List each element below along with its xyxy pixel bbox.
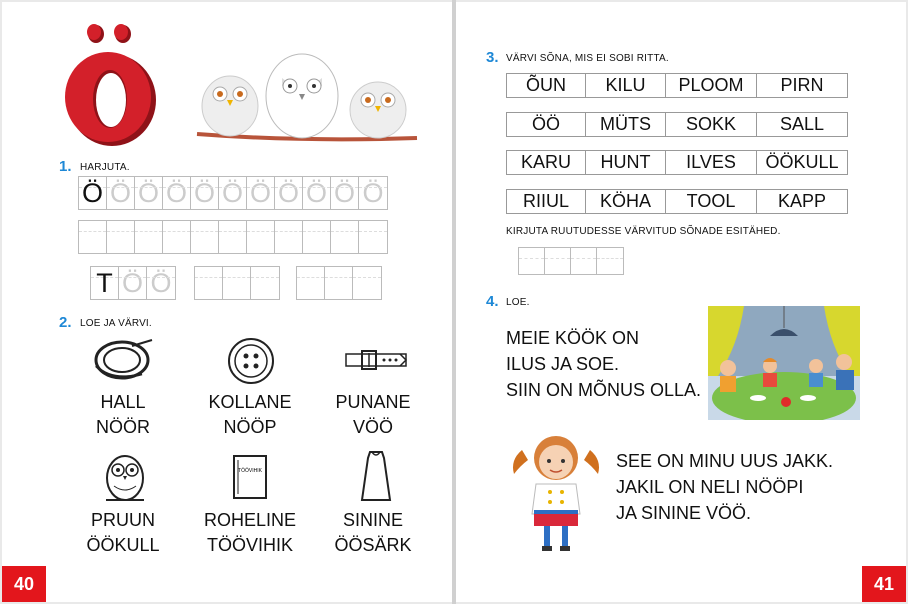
writing-cell[interactable] [275, 221, 303, 253]
word-cell[interactable] [251, 267, 279, 299]
writing-cell[interactable] [135, 221, 163, 253]
vocab-color: HALL [100, 392, 146, 412]
word-cell[interactable]: SALL [756, 112, 848, 137]
word-cell[interactable]: KARU [506, 150, 585, 175]
reading-text-kitchen [506, 325, 701, 403]
exercise-3-instruction-2: KIRJUTA RUUTUDESSE VÄRVITUD SÕNADE ESITÄHED. [506, 226, 781, 237]
word-cell[interactable]: PLOOM [665, 73, 756, 98]
page-number: 40 [2, 566, 46, 602]
word-row-2 [506, 112, 848, 137]
writing-cell[interactable] [359, 221, 387, 253]
writing-cell[interactable] [219, 221, 247, 253]
owl-icon [102, 450, 148, 504]
tracing-row-1[interactable] [78, 176, 388, 210]
word-tracing-1[interactable] [90, 266, 176, 300]
word-cell[interactable]: KÖHA [585, 189, 665, 214]
vocab-noun: ÖÖSÄRK [334, 535, 412, 555]
word-cell[interactable] [223, 267, 251, 299]
kitchen-family-illustration [708, 306, 860, 420]
vocab-noun: ÖÖKULL [86, 535, 160, 555]
reading-line: SIIN ON MÕNUS OLLA. [506, 380, 702, 400]
tracing-cell[interactable] [247, 177, 275, 209]
exercise-3-instruction: VÄRVI SÕNA, MIS EI SOBI RITTA. [506, 53, 669, 64]
trace-letter: Ö [277, 177, 299, 208]
belt-icon [344, 348, 408, 372]
tracing-cell[interactable] [359, 177, 387, 209]
exercise-2-instruction: LOE JA VÄRVI. [80, 318, 152, 329]
tracing-cell[interactable] [331, 177, 359, 209]
word-writing-2[interactable] [194, 266, 280, 300]
button-icon [226, 336, 276, 386]
workbook-icon [230, 452, 270, 502]
trace-letter: Ö [221, 177, 243, 208]
reading-line: MEIE KÖÖK ON [506, 328, 640, 348]
vocab-noun: VÖÖ [352, 417, 393, 437]
answer-boxes[interactable] [518, 247, 624, 275]
word-cell[interactable] [195, 267, 223, 299]
vocab-noun: TÖÖVIHIK [206, 535, 293, 555]
reading-line: JA SININE VÖÖ. [616, 503, 752, 523]
word-cell[interactable] [91, 267, 119, 299]
writing-cell[interactable] [247, 221, 275, 253]
word-cell[interactable]: MÜTS [585, 112, 665, 137]
vocab-item-3 [318, 390, 428, 440]
vocab-color: PRUUN [90, 510, 155, 530]
word-cell[interactable]: RIIUL [506, 189, 585, 214]
vocab-item-2 [195, 390, 305, 440]
word-cell[interactable]: KILU [585, 73, 665, 98]
vocab-item-5 [195, 508, 305, 558]
word-cell[interactable]: SOKK [665, 112, 756, 137]
tracing-cell[interactable] [219, 177, 247, 209]
trace-letter: Ö [137, 177, 159, 208]
trace-letter: Ö [362, 177, 384, 208]
answer-cell[interactable] [571, 248, 597, 274]
tracing-cell[interactable] [79, 177, 107, 209]
page-number: 41 [862, 566, 906, 602]
reading-line: JAKIL ON NELI NÖÖPI [616, 477, 804, 497]
vocab-item-1 [68, 390, 178, 440]
writing-cell[interactable] [331, 221, 359, 253]
trace-letter: Ö [150, 267, 172, 298]
trace-letter: Ö [193, 177, 215, 208]
trace-letter: Ö [121, 267, 143, 298]
writing-cell[interactable] [303, 221, 331, 253]
tracing-cell[interactable] [191, 177, 219, 209]
vocab-item-4 [68, 508, 178, 558]
word-cell[interactable] [119, 267, 147, 299]
left-page [2, 2, 452, 602]
tracing-cell[interactable] [303, 177, 331, 209]
trace-letter: Ö [249, 177, 271, 208]
word-cell[interactable]: ÖÖKULL [756, 150, 848, 175]
writing-cell[interactable] [163, 221, 191, 253]
word-cell[interactable] [147, 267, 175, 299]
right-page [456, 2, 906, 602]
tracing-cell[interactable] [135, 177, 163, 209]
word-cell[interactable] [325, 267, 353, 299]
vocab-color: KOLLANE [208, 392, 292, 412]
nightgown-icon [356, 448, 396, 504]
word-cell[interactable]: ÖÖ [506, 112, 585, 137]
word-row-4 [506, 189, 848, 214]
word-cell[interactable] [297, 267, 325, 299]
word-cell[interactable]: ÕUN [506, 73, 585, 98]
exercise-3-number: 3. [486, 49, 499, 66]
word-first-letter: T [96, 267, 113, 298]
word-writing-3[interactable] [296, 266, 382, 300]
exercise-4-number: 4. [486, 293, 499, 310]
vocab-noun: NÖÖP [223, 417, 277, 437]
reading-line: ILUS JA SOE. [506, 354, 620, 374]
owls-illustration [192, 42, 422, 152]
rope-icon [92, 336, 156, 386]
writing-cell[interactable] [79, 221, 107, 253]
reading-line: SEE ON MINU UUS JAKK. [616, 451, 834, 471]
example-letter: Ö [81, 177, 103, 208]
exercise-4-instruction: LOE. [506, 297, 530, 308]
tracing-cell[interactable] [163, 177, 191, 209]
vocab-color: ROHELINE [203, 510, 297, 530]
word-cell[interactable]: PIRN [756, 73, 848, 98]
word-cell[interactable]: KAPP [756, 189, 848, 214]
vocab-color: PUNANE [335, 392, 411, 412]
vocab-item-6 [318, 508, 428, 558]
word-row-1 [506, 73, 848, 98]
trace-letter: Ö [165, 177, 187, 208]
word-cell[interactable] [353, 267, 381, 299]
vocab-noun: NÖÖR [96, 417, 150, 437]
reading-text-jacket [616, 448, 833, 526]
vocab-color: SININE [342, 510, 403, 530]
writing-cell[interactable] [107, 221, 135, 253]
tracing-row-2[interactable] [78, 220, 388, 254]
trace-letter: Ö [305, 177, 327, 208]
answer-cell[interactable] [545, 248, 571, 274]
answer-cell[interactable] [597, 248, 623, 274]
exercise-2-number: 2. [59, 314, 72, 331]
answer-cell[interactable] [519, 248, 545, 274]
word-cell[interactable]: ILVES [665, 150, 756, 175]
tracing-cell[interactable] [275, 177, 303, 209]
workbook-cover-label: TÖÖVIHIK [238, 468, 262, 474]
exercise-1-number: 1. [59, 158, 72, 175]
big-letter-o-umlaut [56, 20, 166, 150]
girl-illustration [508, 430, 604, 554]
word-row-3 [506, 150, 848, 175]
word-cell[interactable]: TOOL [665, 189, 756, 214]
writing-cell[interactable] [191, 221, 219, 253]
exercise-1-instruction: HARJUTA. [80, 162, 130, 173]
trace-letter: Ö [333, 177, 355, 208]
tracing-cell[interactable] [107, 177, 135, 209]
word-cell[interactable]: HUNT [585, 150, 665, 175]
trace-letter: Ö [109, 177, 131, 208]
